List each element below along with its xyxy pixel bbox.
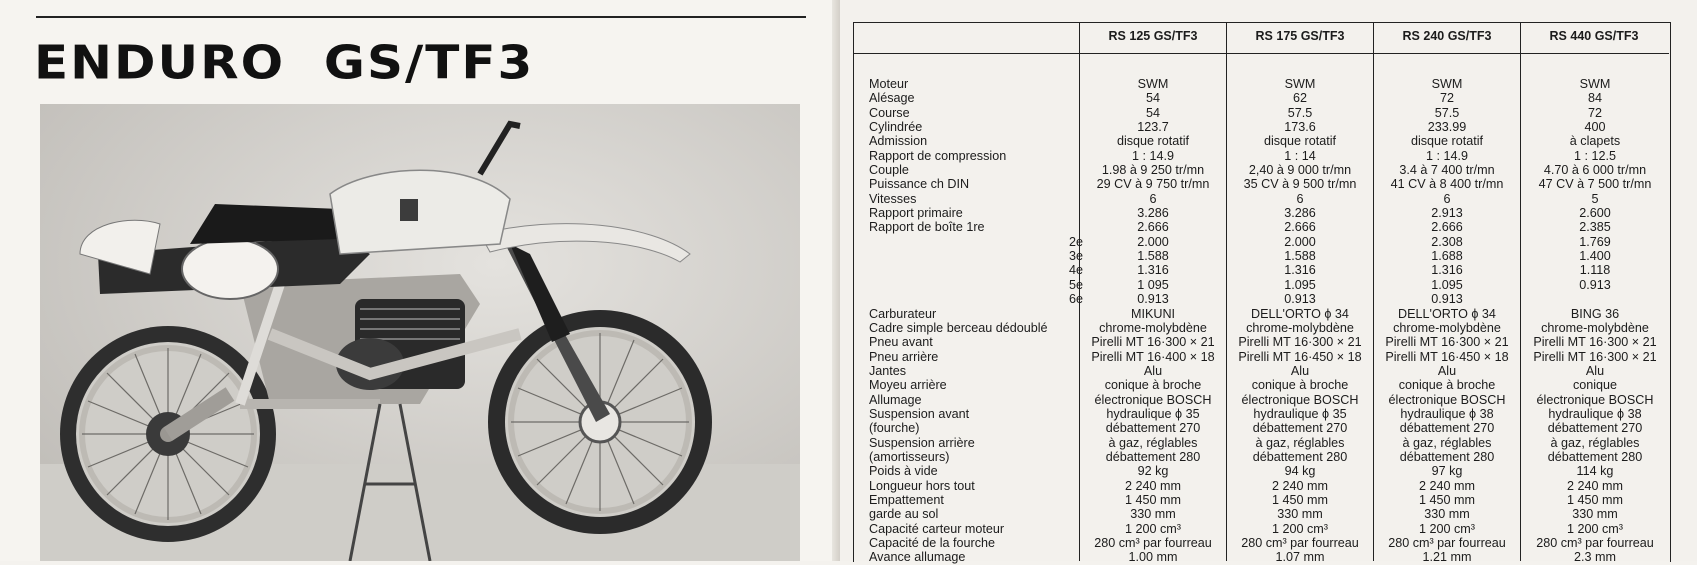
column-header: RS 440 GS/TF3 xyxy=(1549,29,1639,43)
fuel-tank xyxy=(330,170,510,254)
table-cell: 54 xyxy=(1145,105,1160,120)
table-cell: 57.5 xyxy=(1434,105,1460,120)
table-cell: conique à broche xyxy=(1398,378,1496,393)
table-cell: Pirelli MT 16·300 × 21 xyxy=(1533,349,1657,364)
row-label: (fourche) xyxy=(869,421,920,436)
table-cell: Pirelli MT 16·450 × 18 xyxy=(1238,349,1362,364)
table-cell: conique à broche xyxy=(1104,378,1202,393)
table-cell: disque rotatif xyxy=(1410,134,1484,149)
left-page xyxy=(0,0,840,561)
table-cell: 2.385 xyxy=(1579,220,1611,235)
table-cell: 2.3 mm xyxy=(1574,550,1616,565)
table-cell: conique à broche xyxy=(1251,378,1349,393)
motorcycle-illustration xyxy=(40,104,800,561)
table-cell: 2,40 à 9 000 tr/mn xyxy=(1248,163,1352,178)
table-cell: 1 095 xyxy=(1137,277,1169,292)
table-cell: 1 450 mm xyxy=(1125,492,1181,507)
number-plate xyxy=(182,239,278,299)
table-cell: 41 CV à 8 400 tr/mn xyxy=(1390,177,1504,192)
table-cell: 5 xyxy=(1591,191,1599,206)
table-cell: hydraulique ϕ 38 xyxy=(1400,406,1494,421)
table-cell: chrome-molybdène xyxy=(1099,320,1207,335)
row-label: Avance allumage xyxy=(869,550,966,565)
table-cell: débattement 270 xyxy=(1547,421,1643,436)
row-label: Admission xyxy=(869,134,928,149)
table-cell: 72 xyxy=(1439,91,1454,106)
row-label: Jantes xyxy=(869,363,907,378)
table-cell: SWM xyxy=(1137,77,1169,91)
motorcycle-photo xyxy=(40,104,800,561)
table-cell: disque rotatif xyxy=(1116,134,1190,149)
table-cell: 2.913 xyxy=(1431,206,1463,221)
table-cell: à gaz, réglables xyxy=(1402,435,1492,450)
table-cell: 2 240 mm xyxy=(1125,478,1181,493)
table-cell: Pirelli MT 16·300 × 21 xyxy=(1238,335,1362,350)
table-cell: 1 : 14 xyxy=(1284,148,1316,163)
table-cell: Alu xyxy=(1585,363,1605,378)
table-cell: 1.400 xyxy=(1579,249,1611,264)
table-cell: 0.913 xyxy=(1431,292,1463,307)
row-label: 2e xyxy=(1069,234,1084,249)
table-cell: Pirelli MT 16·450 × 18 xyxy=(1385,349,1509,364)
table-cell: chrome-molybdène xyxy=(1541,320,1649,335)
table-cell: 94 kg xyxy=(1284,464,1316,479)
column-rs240 xyxy=(1374,77,1520,565)
table-cell: électronique BOSCH xyxy=(1388,392,1506,407)
table-cell: 47 CV à 7 500 tr/mn xyxy=(1538,177,1652,192)
table-cell: 1.00 mm xyxy=(1128,550,1178,565)
table-cell: 6 xyxy=(1296,191,1304,206)
table-cell: 3.4 à 7 400 tr/mn xyxy=(1399,163,1495,178)
table-cell: 6 xyxy=(1149,191,1157,206)
table-cell: 72 xyxy=(1587,105,1602,120)
row-label: 4e xyxy=(1069,263,1084,278)
table-cell: 1.588 xyxy=(1284,249,1316,264)
table-cell: débattement 280 xyxy=(1547,449,1643,464)
row-label: Suspension arrière xyxy=(869,435,975,450)
table-cell: 330 mm xyxy=(1130,507,1176,522)
row-label: Vitesses xyxy=(869,191,917,206)
table-cell: Pirelli MT 16·300 × 21 xyxy=(1091,335,1215,350)
table-cell: 330 mm xyxy=(1277,507,1323,522)
table-cell: 330 mm xyxy=(1424,507,1470,522)
table-cell: SWM xyxy=(1579,77,1611,91)
table-cell: débattement 280 xyxy=(1105,449,1201,464)
table-cell: 233.99 xyxy=(1427,120,1467,135)
table-cell: 35 CV à 9 500 tr/mn xyxy=(1243,177,1357,192)
row-label: Couple xyxy=(869,163,909,178)
row-label: Moteur xyxy=(869,77,909,91)
table-cell: 1.316 xyxy=(1137,263,1169,278)
table-cell: SWM xyxy=(1431,77,1463,91)
row-label: Suspension avant xyxy=(869,406,970,421)
table-cell: 1 200 cm³ xyxy=(1125,521,1181,536)
table-cell: Pirelli MT 16·300 × 21 xyxy=(1385,335,1509,350)
table-cell: 29 CV à 9 750 tr/mn xyxy=(1096,177,1210,192)
header-rule xyxy=(853,53,1669,54)
table-cell: Alu xyxy=(1290,363,1310,378)
table-cell: 1.316 xyxy=(1284,263,1316,278)
table-cell: débattement 270 xyxy=(1105,421,1201,436)
row-label: 3e xyxy=(1069,249,1084,264)
table-cell: 62 xyxy=(1292,91,1307,106)
table-cell: 1.588 xyxy=(1137,249,1169,264)
table-cell: 123.7 xyxy=(1137,120,1169,135)
row-label: Capacité carteur moteur xyxy=(869,521,1005,536)
table-cell: 280 cm³ par fourreau xyxy=(1388,536,1506,550)
table-cell: DELL'ORTO ϕ 34 xyxy=(1251,306,1349,321)
table-cell: électronique BOSCH xyxy=(1094,392,1212,407)
row-label: Allumage xyxy=(869,392,922,407)
table-cell: 1.118 xyxy=(1579,263,1611,278)
table-cell: à clapets xyxy=(1569,134,1621,149)
table-cell: 84 xyxy=(1587,91,1602,106)
table-cell: 1 : 12.5 xyxy=(1573,148,1616,163)
table-cell: 2.308 xyxy=(1431,234,1463,249)
table-cell: 3.286 xyxy=(1137,206,1169,221)
table-cell: 1.21 mm xyxy=(1422,550,1472,565)
table-cell: Pirelli MT 16·400 × 18 xyxy=(1091,349,1215,364)
row-label: Cadre simple berceau dédoublé xyxy=(869,320,1048,335)
table-cell: Alu xyxy=(1437,363,1457,378)
row-label: 5e xyxy=(1069,277,1084,292)
table-cell: 1 450 mm xyxy=(1567,492,1623,507)
top-rule xyxy=(36,16,806,18)
row-label: Empattement xyxy=(869,492,944,507)
table-cell: 280 cm³ par fourreau xyxy=(1241,536,1359,550)
table-cell: 2 240 mm xyxy=(1567,478,1623,493)
table-cell: MIKUNI xyxy=(1130,306,1176,321)
row-label: Pneu avant xyxy=(869,335,933,350)
row-label: Rapport de compression xyxy=(869,148,1007,163)
row-label: Rapport primaire xyxy=(869,206,963,221)
table-cell: hydraulique ϕ 35 xyxy=(1106,406,1200,421)
table-cell: 3.286 xyxy=(1284,206,1316,221)
table-cell: 1 450 mm xyxy=(1419,492,1475,507)
row-label: garde au sol xyxy=(869,507,939,522)
table-cell: 0.913 xyxy=(1284,292,1316,307)
table-cell: débattement 280 xyxy=(1399,449,1495,464)
table-cell: 1.688 xyxy=(1431,249,1463,264)
table-cell: 280 cm³ par fourreau xyxy=(1536,536,1654,550)
table-cell: chrome-molybdène xyxy=(1246,320,1354,335)
table-cell: 92 kg xyxy=(1137,464,1169,479)
table-cell: SWM xyxy=(1284,77,1316,91)
table-cell: 1 450 mm xyxy=(1272,492,1328,507)
table-cell xyxy=(1521,292,1669,306)
spec-table xyxy=(853,22,1673,565)
table-cell: 330 mm xyxy=(1572,507,1618,522)
row-label: Course xyxy=(869,105,910,120)
row-label: Pneu arrière xyxy=(869,349,939,364)
table-cell: 173.6 xyxy=(1284,120,1316,135)
table-cell: conique xyxy=(1572,378,1618,393)
table-cell: 2.666 xyxy=(1284,220,1316,235)
table-cell: électronique BOSCH xyxy=(1241,392,1359,407)
table-cell: à gaz, réglables xyxy=(1255,435,1345,450)
table-cell: 1.316 xyxy=(1431,263,1463,278)
page-title: ENDURO GS/TF3 xyxy=(34,36,535,90)
table-cell: 1.98 à 9 250 tr/mn xyxy=(1101,163,1205,178)
table-cell: chrome-molybdène xyxy=(1393,320,1501,335)
row-labels xyxy=(869,77,1083,565)
table-cell: débattement 280 xyxy=(1252,449,1348,464)
row-label: Puissance ch DIN xyxy=(869,177,970,192)
row-label: Moyeu arrière xyxy=(869,378,947,393)
table-cell: à gaz, réglables xyxy=(1550,435,1640,450)
column-header: RS 240 GS/TF3 xyxy=(1402,29,1492,43)
table-cell: 1 : 14.9 xyxy=(1131,148,1174,163)
table-cell: 2.000 xyxy=(1284,234,1316,249)
table-cell: 1 200 cm³ xyxy=(1272,521,1328,536)
table-cell: 2 240 mm xyxy=(1419,478,1475,493)
table-cell: débattement 270 xyxy=(1252,421,1348,436)
table-cell: 97 kg xyxy=(1431,464,1463,479)
table-cell: 400 xyxy=(1584,120,1606,135)
table-cell: hydraulique ϕ 38 xyxy=(1548,406,1642,421)
table-cell: disque rotatif xyxy=(1263,134,1337,149)
table-cell: 2.600 xyxy=(1579,206,1611,221)
row-label: Rapport de boîte 1re xyxy=(869,220,985,235)
row-label: Poids à vide xyxy=(869,464,938,479)
table-cell: Pirelli MT 16·300 × 21 xyxy=(1533,335,1657,350)
table-cell: 1 200 cm³ xyxy=(1567,521,1623,536)
column-rs175 xyxy=(1227,77,1373,565)
row-label: Longueur hors tout xyxy=(869,478,975,493)
column-header: RS 125 GS/TF3 xyxy=(1108,29,1198,43)
row-label: Carburateur xyxy=(869,306,937,321)
table-cell: hydraulique ϕ 35 xyxy=(1253,406,1347,421)
table-cell: 2.666 xyxy=(1137,220,1169,235)
table-cell: 1.07 mm xyxy=(1275,550,1325,565)
column-rs440 xyxy=(1521,77,1669,565)
table-cell: électronique BOSCH xyxy=(1536,392,1654,407)
table-cell: 57.5 xyxy=(1287,105,1313,120)
row-label: Capacité de la fourche xyxy=(869,536,996,550)
table-cell: 2.666 xyxy=(1431,220,1463,235)
row-label: Alésage xyxy=(869,91,915,106)
row-label: 6e xyxy=(1069,292,1084,307)
table-cell: 0.913 xyxy=(1137,292,1169,307)
table-cell: 1 : 14.9 xyxy=(1425,148,1468,163)
table-cell: 54 xyxy=(1145,91,1160,106)
front-wheel xyxy=(488,310,712,534)
column-rs125 xyxy=(1080,77,1226,565)
table-cell: 2.000 xyxy=(1137,234,1169,249)
table-cell: 280 cm³ par fourreau xyxy=(1094,536,1212,550)
column-header: RS 175 GS/TF3 xyxy=(1255,29,1345,43)
table-cell: 0.913 xyxy=(1579,277,1611,292)
table-cell: DELL'ORTO ϕ 34 xyxy=(1398,306,1496,321)
table-cell: 114 kg xyxy=(1576,464,1614,479)
row-label: (amortisseurs) xyxy=(869,449,950,464)
table-cell: 4.70 à 6 000 tr/mn xyxy=(1543,163,1647,178)
table-cell: 1.095 xyxy=(1284,277,1316,292)
table-cell: 1.769 xyxy=(1579,234,1611,249)
row-label: Cylindrée xyxy=(869,120,923,135)
table-cell: Alu xyxy=(1143,363,1163,378)
table-cell: débattement 270 xyxy=(1399,421,1495,436)
table-cell: à gaz, réglables xyxy=(1108,435,1198,450)
seat xyxy=(190,204,340,244)
table-cell: 1.095 xyxy=(1431,277,1463,292)
table-cell: 6 xyxy=(1443,191,1451,206)
table-cell: 2 240 mm xyxy=(1272,478,1328,493)
table-cell: BING 36 xyxy=(1570,306,1620,321)
table-cell: 1 200 cm³ xyxy=(1419,521,1475,536)
